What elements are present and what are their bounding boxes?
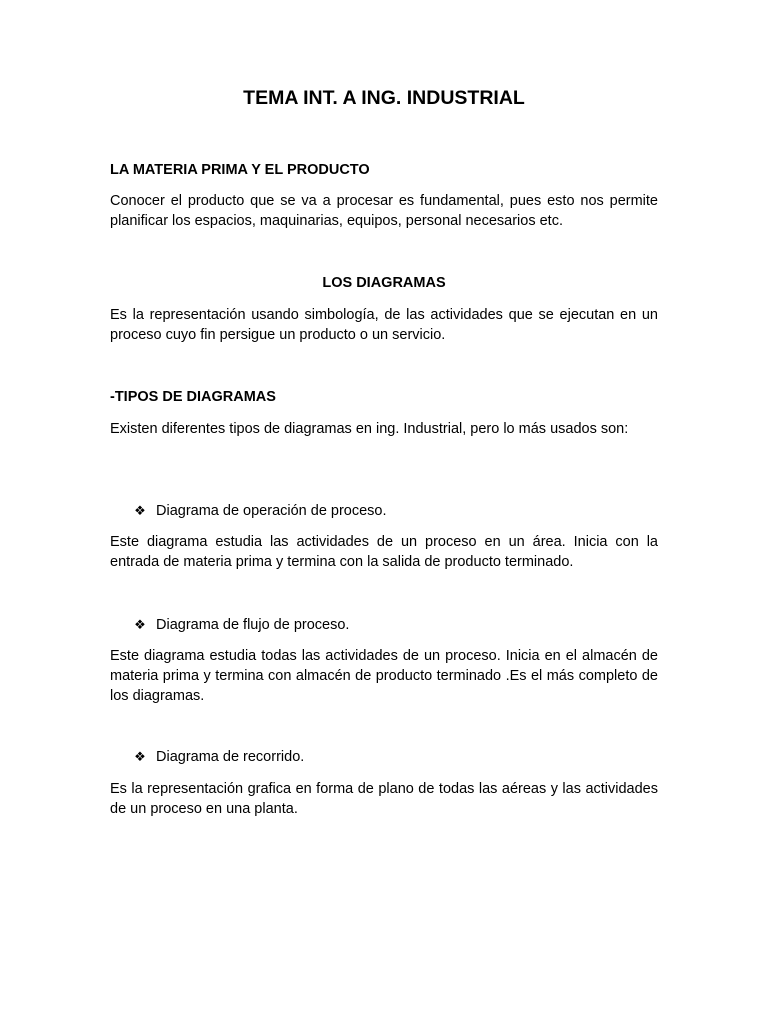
list-item-description: Este diagrama estudia todas las actividades de un proceso. Inicia en el almacén de materia prima y termina con almacén de producto terminado .Es el más completo de los diagramas. (110, 648, 658, 704)
list-item-description: Es la representación grafica en forma de plano de todas las aéreas y las actividades de un proceso en una planta. (110, 781, 658, 817)
section-paragraph-diagramas: Es la representación usando simbología, de las actividades que se ejecutan en un proceso cuyo fin persigue un producto o un servicio. (110, 307, 658, 343)
list-item (133, 615, 349, 635)
list-item-label: Diagrama de recorrido. (156, 749, 305, 765)
list-item-description: Este diagrama estudia las actividades de un proceso en un área. Inicia con la entrada de materia prima y termina con la salida de producto terminado. (110, 534, 658, 570)
list-item (133, 747, 304, 767)
diamond-bullet-icon: ❖ (134, 503, 146, 518)
section-paragraph-tipos: Existen diferentes tipos de diagramas en ing. Industrial, pero lo más usados son: (110, 421, 629, 437)
section-heading-tipos: -TIPOS DE DIAGRAMAS (110, 389, 276, 405)
document-title: TEMA INT. A ING. INDUSTRIAL (243, 87, 525, 109)
list-item (133, 501, 387, 521)
list-item-label: Diagrama de operación de proceso. (156, 503, 387, 519)
section-heading-diagramas: LOS DIAGRAMAS (322, 275, 446, 291)
list-item-label: Diagrama de flujo de proceso. (156, 617, 350, 633)
diamond-bullet-icon: ❖ (134, 749, 146, 764)
diamond-bullet-icon: ❖ (134, 617, 146, 632)
section-heading-materia-prima: LA MATERIA PRIMA Y EL PRODUCTO (110, 162, 370, 178)
section-paragraph-materia-prima: Conocer el producto que se va a procesar es fundamental, pues esto nos permite planificar los espacios, maquinarias, equipos, personal necesarios etc. (110, 193, 658, 229)
